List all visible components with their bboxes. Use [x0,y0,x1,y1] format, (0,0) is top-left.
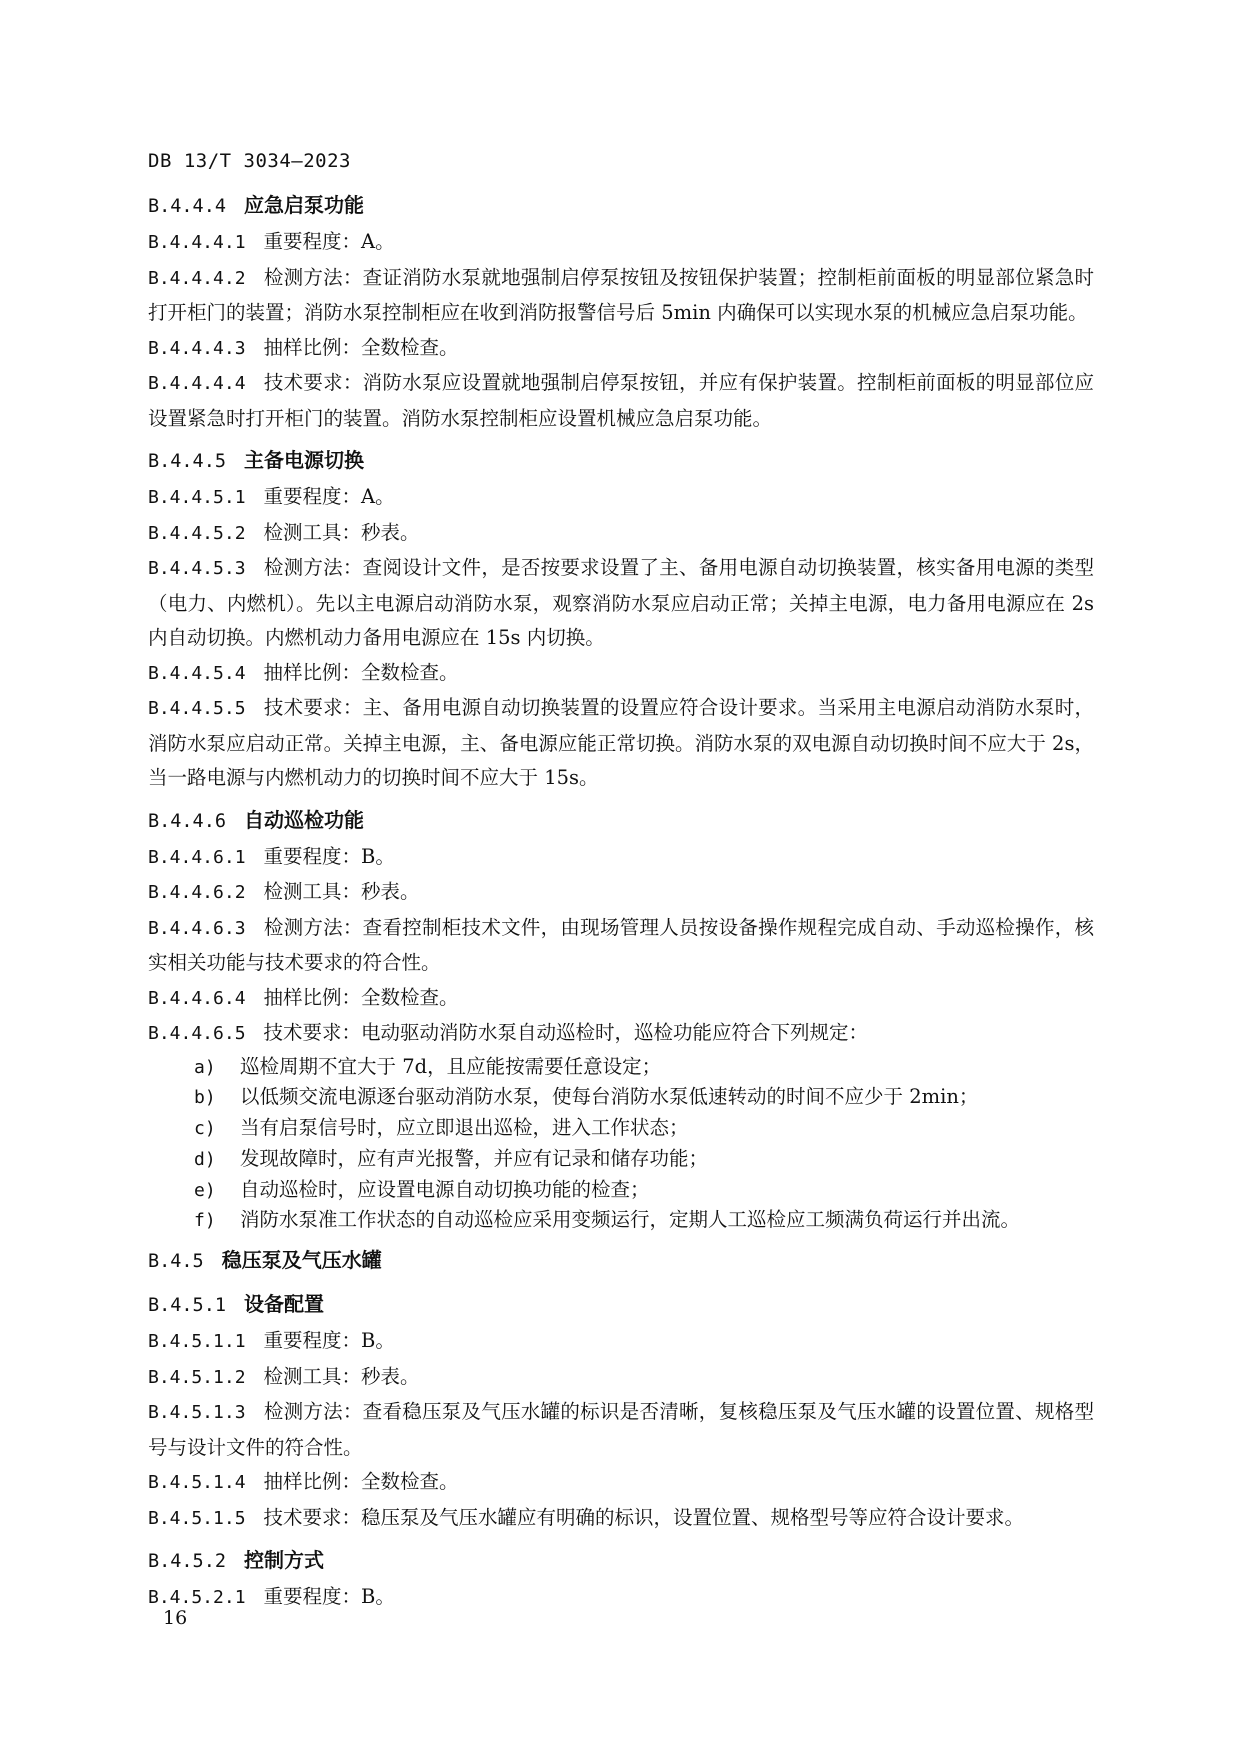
clause-text: 重要程度：A。 [263,485,395,508]
clause-number: B.4.5.1.2 [148,1366,246,1388]
clause [148,911,1094,981]
list-item-text: 消防水泵准工作状态的自动巡检应采用变频运行，定期人工巡检应工频满负荷运行并出流。 [240,1208,1021,1232]
clause-text: 技术要求：稳压泵及气压水罐应有明确的标识，设置位置、规格型号等应符合设计要求。 [263,1505,1025,1529]
clause-number: B.4.5.2.1 [148,1587,246,1609]
section-title: 设备配置 [243,1292,324,1317]
clause [148,1501,1094,1537]
list-item-text: 当有启泵信号时，应立即退出巡检，进入工作状态； [240,1116,689,1140]
clause-number: B.4.4.4.1 [148,232,246,253]
clause-text: 技术要求：消防水泵应设置就地强制启停泵按钮，并应有保护装置。控制柜前面板的明显部位应设置紧急时打开柜门的装置。消防水泵控制柜应设置机械应急启泵功能。 [148,371,1094,430]
list-item [148,1175,1094,1206]
clause [148,225,1094,261]
section-heading [148,1242,1094,1280]
section-number: B.4.5.1 [148,1295,226,1317]
clause [148,1016,1094,1052]
clause-text: 检测工具：秒表。 [263,880,420,903]
clause-number: B.4.4.5.5 [148,698,246,719]
clause [148,656,1094,692]
list-item-text: 巡检周期不宜大于 7d，且应能按需要任意设定； [240,1054,662,1078]
clause-text: 抽样比例：全数检查。 [263,660,459,684]
section-title: 应急启泵功能 [243,193,364,217]
section-number: B.4.5.2 [148,1551,226,1573]
clause [148,551,1094,656]
clause-text: 技术要求：主、备用电源自动切换装置的设置应符合设计要求。当采用主电源启动消防水泵时，消防水泵应启动正常。关掉主电源，主、备电源应能正常切换。消防水泵的双电源自动切换时间不应大于 2s，当一路电源与内燃机动力的切换时间不应大于 15s。 [148,696,1094,789]
clause [148,516,1094,552]
clause-text: 检测方法：查证消防水泵就地强制启停泵按钮及按钮保护装置；控制柜前面板的明显部位紧急时打开柜门的装置；消防水泵控制柜应在收到消防报警信号后 5min 内确保可以实现水泵的机械应急启泵功能。 [148,265,1094,324]
clause [148,1580,1094,1616]
clause-text: 检测工具：秒表。 [263,1364,420,1388]
section-number: B.4.4.5 [148,451,226,472]
list-item-text: 自动巡检时，应设置电源自动切换功能的检查； [240,1177,650,1201]
document-body [148,187,1094,1616]
clause-number: B.4.4.5.2 [148,522,246,544]
list-item [148,1144,1094,1175]
clause [148,1324,1094,1360]
clause-text: 抽样比例：全数检查。 [263,985,459,1009]
clause-number: B.4.4.5.4 [148,662,246,684]
section-number: B.4.5 [148,1251,204,1273]
clause-text: 重要程度：B。 [263,844,395,868]
list-item [148,1113,1094,1144]
list-item-label: b) [194,1087,216,1109]
clause [148,261,1094,331]
list-item-label: c) [194,1118,216,1140]
clause [148,691,1094,796]
clause-number: B.4.5.1.4 [148,1472,246,1494]
clause-number: B.4.4.6.1 [148,846,246,868]
clause [148,875,1094,911]
clause-number: B.4.4.6.2 [148,882,246,903]
clause [148,981,1094,1017]
list-item-label: f) [194,1210,216,1232]
clause-text: 重要程度：B。 [263,1329,395,1353]
list-item [148,1082,1094,1113]
section-number: B.4.4.6 [148,810,226,832]
list-item-label: d) [194,1148,216,1170]
list-item-label: e) [194,1179,216,1201]
clause-number: B.4.5.1.1 [148,1331,246,1353]
list-item [148,1205,1094,1236]
clause-text: 抽样比例：全数检查。 [263,335,459,359]
clause-text: 抽样比例：全数检查。 [263,1470,459,1494]
page-number: 16 [163,1607,188,1629]
section-heading [148,802,1094,840]
clause-number: B.4.4.5.3 [148,558,246,579]
clause [148,1395,1094,1465]
clause-number: B.4.4.6.3 [148,917,246,939]
clause [148,1465,1094,1501]
clause [148,840,1094,876]
clause-text: 重要程度：B。 [263,1585,395,1609]
section-title: 稳压泵及气压水罐 [221,1248,382,1273]
clause-number: B.4.4.4.2 [148,267,246,289]
clause-number: B.4.4.6.4 [148,987,246,1009]
section-title: 控制方式 [243,1548,324,1573]
list-item-text: 以低频交流电源逐台驱动消防水泵，使每台消防水泵低速转动的时间不应少于 2min； [240,1085,979,1109]
clause-number: B.4.4.4.4 [148,373,246,394]
standard-number: DB 13/T 3034—2023 [148,150,351,172]
clause-text: 检测方法：查看控制柜技术文件，由现场管理人员按设备操作规程完成自动、手动巡检操作，核实相关功能与技术要求的符合性。 [148,915,1094,974]
clause-number: B.4.4.4.3 [148,337,246,359]
list-item [148,1052,1094,1083]
section-number: B.4.4.4 [148,196,226,217]
clause [148,1360,1094,1396]
section-heading [148,187,1094,225]
section-title: 主备电源切换 [243,448,364,472]
clause [148,331,1094,367]
clause-number: B.4.5.1.5 [148,1507,246,1529]
list-item-text: 发现故障时，应有声光报警，并应有记录和储存功能； [240,1146,709,1170]
section-heading [148,442,1094,480]
clause-text: 技术要求：电动驱动消防水泵自动巡检时，巡检功能应符合下列规定： [263,1021,869,1044]
clause [148,480,1094,516]
clause [148,366,1094,436]
section-heading [148,1286,1094,1324]
section-title: 自动巡检功能 [243,807,364,832]
clause-number: B.4.5.1.3 [148,1402,246,1424]
clause-number: B.4.4.5.1 [148,487,246,508]
list-item-label: a) [194,1056,216,1078]
section-heading [148,1542,1094,1580]
clause-number: B.4.4.6.5 [148,1023,246,1044]
clause-text: 检测方法：查阅设计文件，是否按要求设置了主、备用电源自动切换装置，核实备用电源的类型（电力、内燃机）。先以主电源启动消防水泵，观察消防水泵应启动正常；关掉主电源，电力备用电源应在 2s 内自动切换。内燃机动力备用电源应在 15s 内切换。 [148,556,1094,649]
clause-text: 重要程度：A。 [263,230,395,253]
clause-text: 检测方法：查看稳压泵及气压水罐的标识是否清晰，复核稳压泵及气压水罐的设置位置、规格型号与设计文件的符合性。 [148,1400,1094,1459]
clause-text: 检测工具：秒表。 [263,520,420,544]
